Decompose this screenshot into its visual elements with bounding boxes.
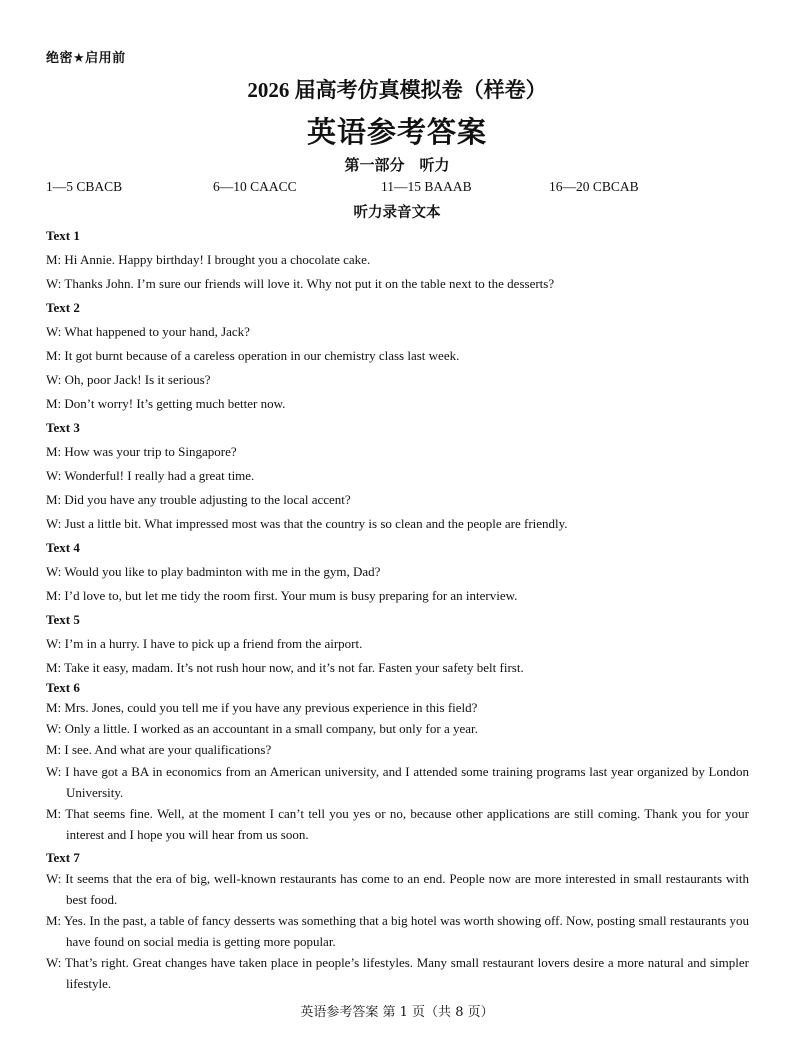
dialogue-line: M: I see. And what are your qualifications? (46, 742, 272, 757)
text-label: Text 3 (46, 420, 80, 435)
confidential-label: 绝密★启用前 (46, 51, 126, 66)
dialogue-line: M: Mrs. Jones, could you tell me if you have any previous experience in this field? (46, 700, 478, 715)
page-footer: 英语参考答案 第 1 页（共 8 页） (300, 1005, 494, 1020)
dialogue-line: M: Don’t worry! It’s getting much better now. (46, 396, 286, 411)
text-label: Text 4 (46, 540, 80, 555)
text-label: Text 1 (46, 228, 80, 243)
dialogue-line: W: Just a little bit. What impressed most was that the country is so clean and the people are friendly. (46, 516, 568, 531)
answer-group: 11—15 BAAAB (381, 179, 472, 194)
dialogue-line: W: I’m in a hurry. I have to pick up a friend from the airport. (46, 636, 363, 651)
dialogue-line: M: I’d love to, but let me tidy the room first. Your mum is busy preparing for an interview. (46, 588, 518, 603)
transcript-heading: 听力录音文本 (353, 205, 441, 221)
dialogue-line: M: It got burnt because of a careless operation in our chemistry class last week. (46, 348, 460, 363)
dialogue-line: W: What happened to your hand, Jack? (46, 324, 250, 339)
dialogue-line: W: Oh, poor Jack! Is it serious? (46, 372, 211, 387)
dialogue-line: W: That’s right. Great changes have taken place in people’s lifestyles. Many small restaurant lovers desire a more natural and simpler lifestyle. (46, 955, 749, 991)
dialogue-line: W: It seems that the era of big, well-known restaurants has come to an end. People now are more interested in small restaurants with best food. (46, 871, 749, 907)
dialogue-line: W: Thanks John. I’m sure our friends will love it. Why not put it on the table next to the desserts? (46, 276, 555, 291)
dialogue-line: W: Only a little. I worked as an accountant in a small company, but only for a year. (46, 721, 478, 736)
exam-title: 2026 届高考仿真模拟卷（样卷） (247, 78, 547, 102)
text-label: Text 5 (46, 612, 80, 627)
text-label: Text 7 (46, 850, 80, 865)
section-heading: 第一部分 听力 (344, 156, 450, 174)
dialogue-line: W: Wonderful! I really had a great time. (46, 468, 255, 483)
dialogue-line: M: Take it easy, madam. It’s not rush hour now, and it’s not far. Fasten your safety belt first. (46, 660, 524, 675)
dialogue-line: W: I have got a BA in economics from an American university, and I attended some training programs last year organized by London University. (46, 764, 749, 800)
text-label: Text 2 (46, 300, 80, 315)
dialogue-line: M: That seems fine. Well, at the moment I can’t tell you yes or no, because other applications are still coming. Thank you for your interest and I hope you will hear from us soon. (46, 806, 749, 842)
answer-group: 6—10 CAACC (213, 179, 297, 194)
dialogue-line: M: Yes. In the past, a table of fancy desserts was something that a big hotel was worth showing off. Now, posting small restaurants you have found on social media is getting more popular. (46, 913, 749, 949)
answer-group: 1—5 CBACB (46, 179, 123, 194)
dialogue-line: M: Hi Annie. Happy birthday! I brought you a chocolate cake. (46, 252, 371, 267)
text-label: Text 6 (46, 680, 80, 695)
dialogue-line: M: How was your trip to Singapore? (46, 444, 237, 459)
dialogue-line: M: Did you have any trouble adjusting to the local accent? (46, 492, 351, 507)
page-title: 英语参考答案 (306, 117, 487, 149)
dialogue-line: W: Would you like to play badminton with me in the gym, Dad? (46, 564, 381, 579)
answer-group: 16—20 CBCAB (549, 179, 639, 194)
